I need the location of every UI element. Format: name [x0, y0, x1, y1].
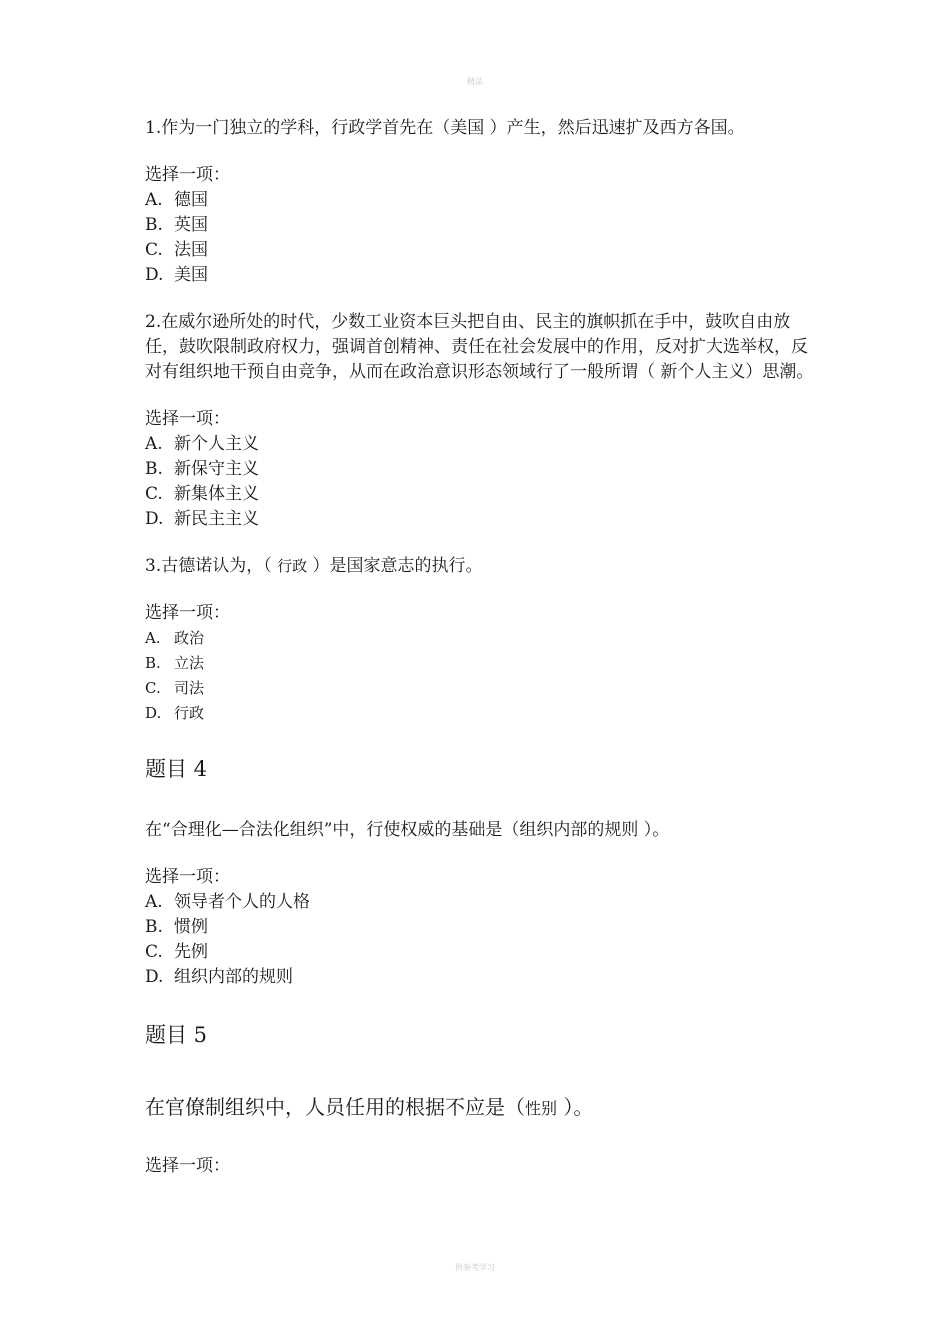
question-4-options [145, 890, 815, 990]
option-c[interactable]: C. 先例 [145, 942, 208, 962]
option-b[interactable]: B. 立法 [145, 654, 205, 672]
answer-fill: 行政 [277, 557, 308, 575]
option-a[interactable]: A. 德国 [145, 190, 208, 210]
option-a[interactable]: A. 新个人主义 [145, 434, 259, 454]
page-header: 精品 [467, 77, 483, 86]
select-one-label: 选择一项： [145, 867, 230, 887]
question-5-text: 在官僚制组织中，人员任用的根据不应是（性别 ）。 [145, 1095, 594, 1119]
select-one-label: 选择一项： [145, 603, 230, 623]
question-5 [145, 1020, 815, 1179]
question-4 [145, 754, 815, 990]
question-3-options [145, 626, 815, 726]
option-d[interactable]: D. 行政 [145, 704, 205, 722]
option-c[interactable]: C. 法国 [145, 240, 208, 260]
question-3-text: 3.古德诺认为，（ 行政 ）是国家意志的执行。 [145, 556, 483, 576]
question-3 [145, 554, 815, 726]
answer-fill: 性别 [525, 1099, 558, 1118]
option-b[interactable]: B. 新保守主义 [145, 459, 259, 479]
option-d[interactable]: D. 美国 [145, 265, 208, 285]
option-b[interactable]: B. 英国 [145, 215, 208, 235]
question-5-heading: 题目 5 [145, 1023, 208, 1047]
select-one-label: 选择一项： [145, 165, 230, 185]
option-b[interactable]: B. 惯例 [145, 917, 208, 937]
question-4-heading: 题目 4 [145, 757, 208, 781]
question-2 [145, 310, 815, 532]
option-d[interactable]: D. 新民主主义 [145, 509, 259, 529]
select-one-label: 选择一项： [145, 409, 230, 429]
select-one-label: 选择一项： [145, 1156, 230, 1176]
question-2-text: 2.在威尔逊所处的时代，少数工业资本巨头把自由、民主的旗帜抓在手中，鼓吹自由放任，鼓吹限制政府权力，强调首创精神、责任在社会发展中的作用，反对扩大选举权，反对有组织地干预自由竞争，从而在政治意识形态领域行了一般所谓（ 新个人主义）思潮。 [145, 312, 814, 382]
page-footer: 供参考学习 [455, 1263, 495, 1272]
question-1-options [145, 188, 815, 288]
option-c[interactable]: C. 司法 [145, 679, 205, 697]
option-c[interactable]: C. 新集体主义 [145, 484, 259, 504]
question-1 [145, 116, 815, 288]
question-4-text: 在“合理化—合法化组织”中，行使权威的基础是（组织内部的规则 ）。 [145, 820, 670, 840]
option-a[interactable]: A. 政治 [145, 629, 205, 647]
document-body [145, 116, 815, 1179]
option-a[interactable]: A. 领导者个人的人格 [145, 892, 310, 912]
question-1-text: 1.作为一门独立的学科，行政学首先在（美国 ）产生，然后迅速扩及西方各国。 [145, 118, 745, 138]
question-2-options [145, 432, 815, 532]
option-d[interactable]: D. 组织内部的规则 [145, 967, 293, 987]
